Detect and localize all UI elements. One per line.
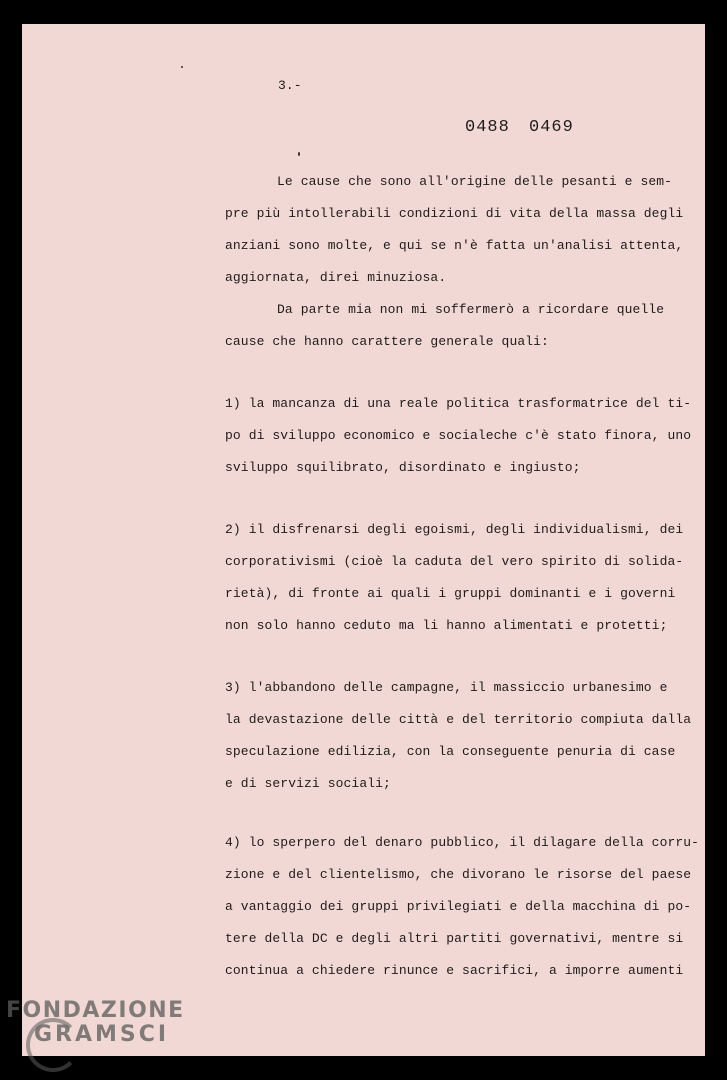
- text-line: po di sviluppo economico e socialeche c'è stato finora, uno: [225, 428, 692, 443]
- text-line: cause che hanno carattere generale quali:: [225, 334, 549, 349]
- text-line: e di servizi sociali;: [225, 776, 391, 791]
- text-line: non solo hanno ceduto ma li hanno alimentati e protetti;: [225, 618, 668, 633]
- text-line: speculazione edilizia, con la conseguente penuria di case: [225, 744, 676, 759]
- text-line: anziani sono molte, e qui se n'è fatta un'analisi attenta,: [225, 238, 684, 253]
- ink-speck: [181, 66, 183, 68]
- text-line: tere della DC e degli altri partiti governativi, mentre si: [225, 931, 684, 946]
- text-line: 4) lo sperpero del denaro pubblico, il dilagare della corru-: [225, 835, 700, 850]
- text-line: la devastazione delle città e del territorio compiuta dalla: [225, 712, 692, 727]
- text-line: continua a chiedere rinunce e sacrifici, a imporre aumenti: [225, 963, 684, 978]
- text-line: sviluppo squilibrato, disordinato e ingiusto;: [225, 460, 581, 475]
- document-page: [22, 24, 705, 1056]
- watermark-line2: GRAMSCI: [34, 1022, 170, 1047]
- text-line: 3) l'abbandono delle campagne, il massiccio urbanesimo e: [225, 680, 668, 695]
- text-line: aggiornata, direi minuziosa.: [225, 270, 447, 285]
- text-line: corporativismi (cioè la caduta del vero spirito di solida-: [225, 554, 684, 569]
- page-number: 3.-: [278, 78, 302, 93]
- watermark-line1: FONDAZIONE: [6, 998, 185, 1023]
- text-line: a vantaggio dei gruppi privilegiati e della macchina di po-: [225, 899, 692, 914]
- text-line: Le cause che sono all'origine delle pesanti e sem-: [277, 174, 673, 189]
- archive-code: 0488 0469: [465, 118, 574, 137]
- text-line: rietà), di fronte ai quali i gruppi dominanti e i governi: [225, 586, 676, 601]
- watermark: [6, 1000, 185, 1046]
- text-line: Da parte mia non mi soffermerò a ricordare quelle: [277, 302, 665, 317]
- text-line: 1) la mancanza di una reale politica trasformatrice del ti-: [225, 396, 692, 411]
- ink-speck: [298, 152, 300, 156]
- text-line: zione e del clientelismo, che divorano le risorse del paese: [225, 867, 692, 882]
- text-line: 2) il disfrenarsi degli egoismi, degli individualismi, dei: [225, 522, 684, 537]
- text-line: pre più intollerabili condizioni di vita della massa degli: [225, 206, 684, 221]
